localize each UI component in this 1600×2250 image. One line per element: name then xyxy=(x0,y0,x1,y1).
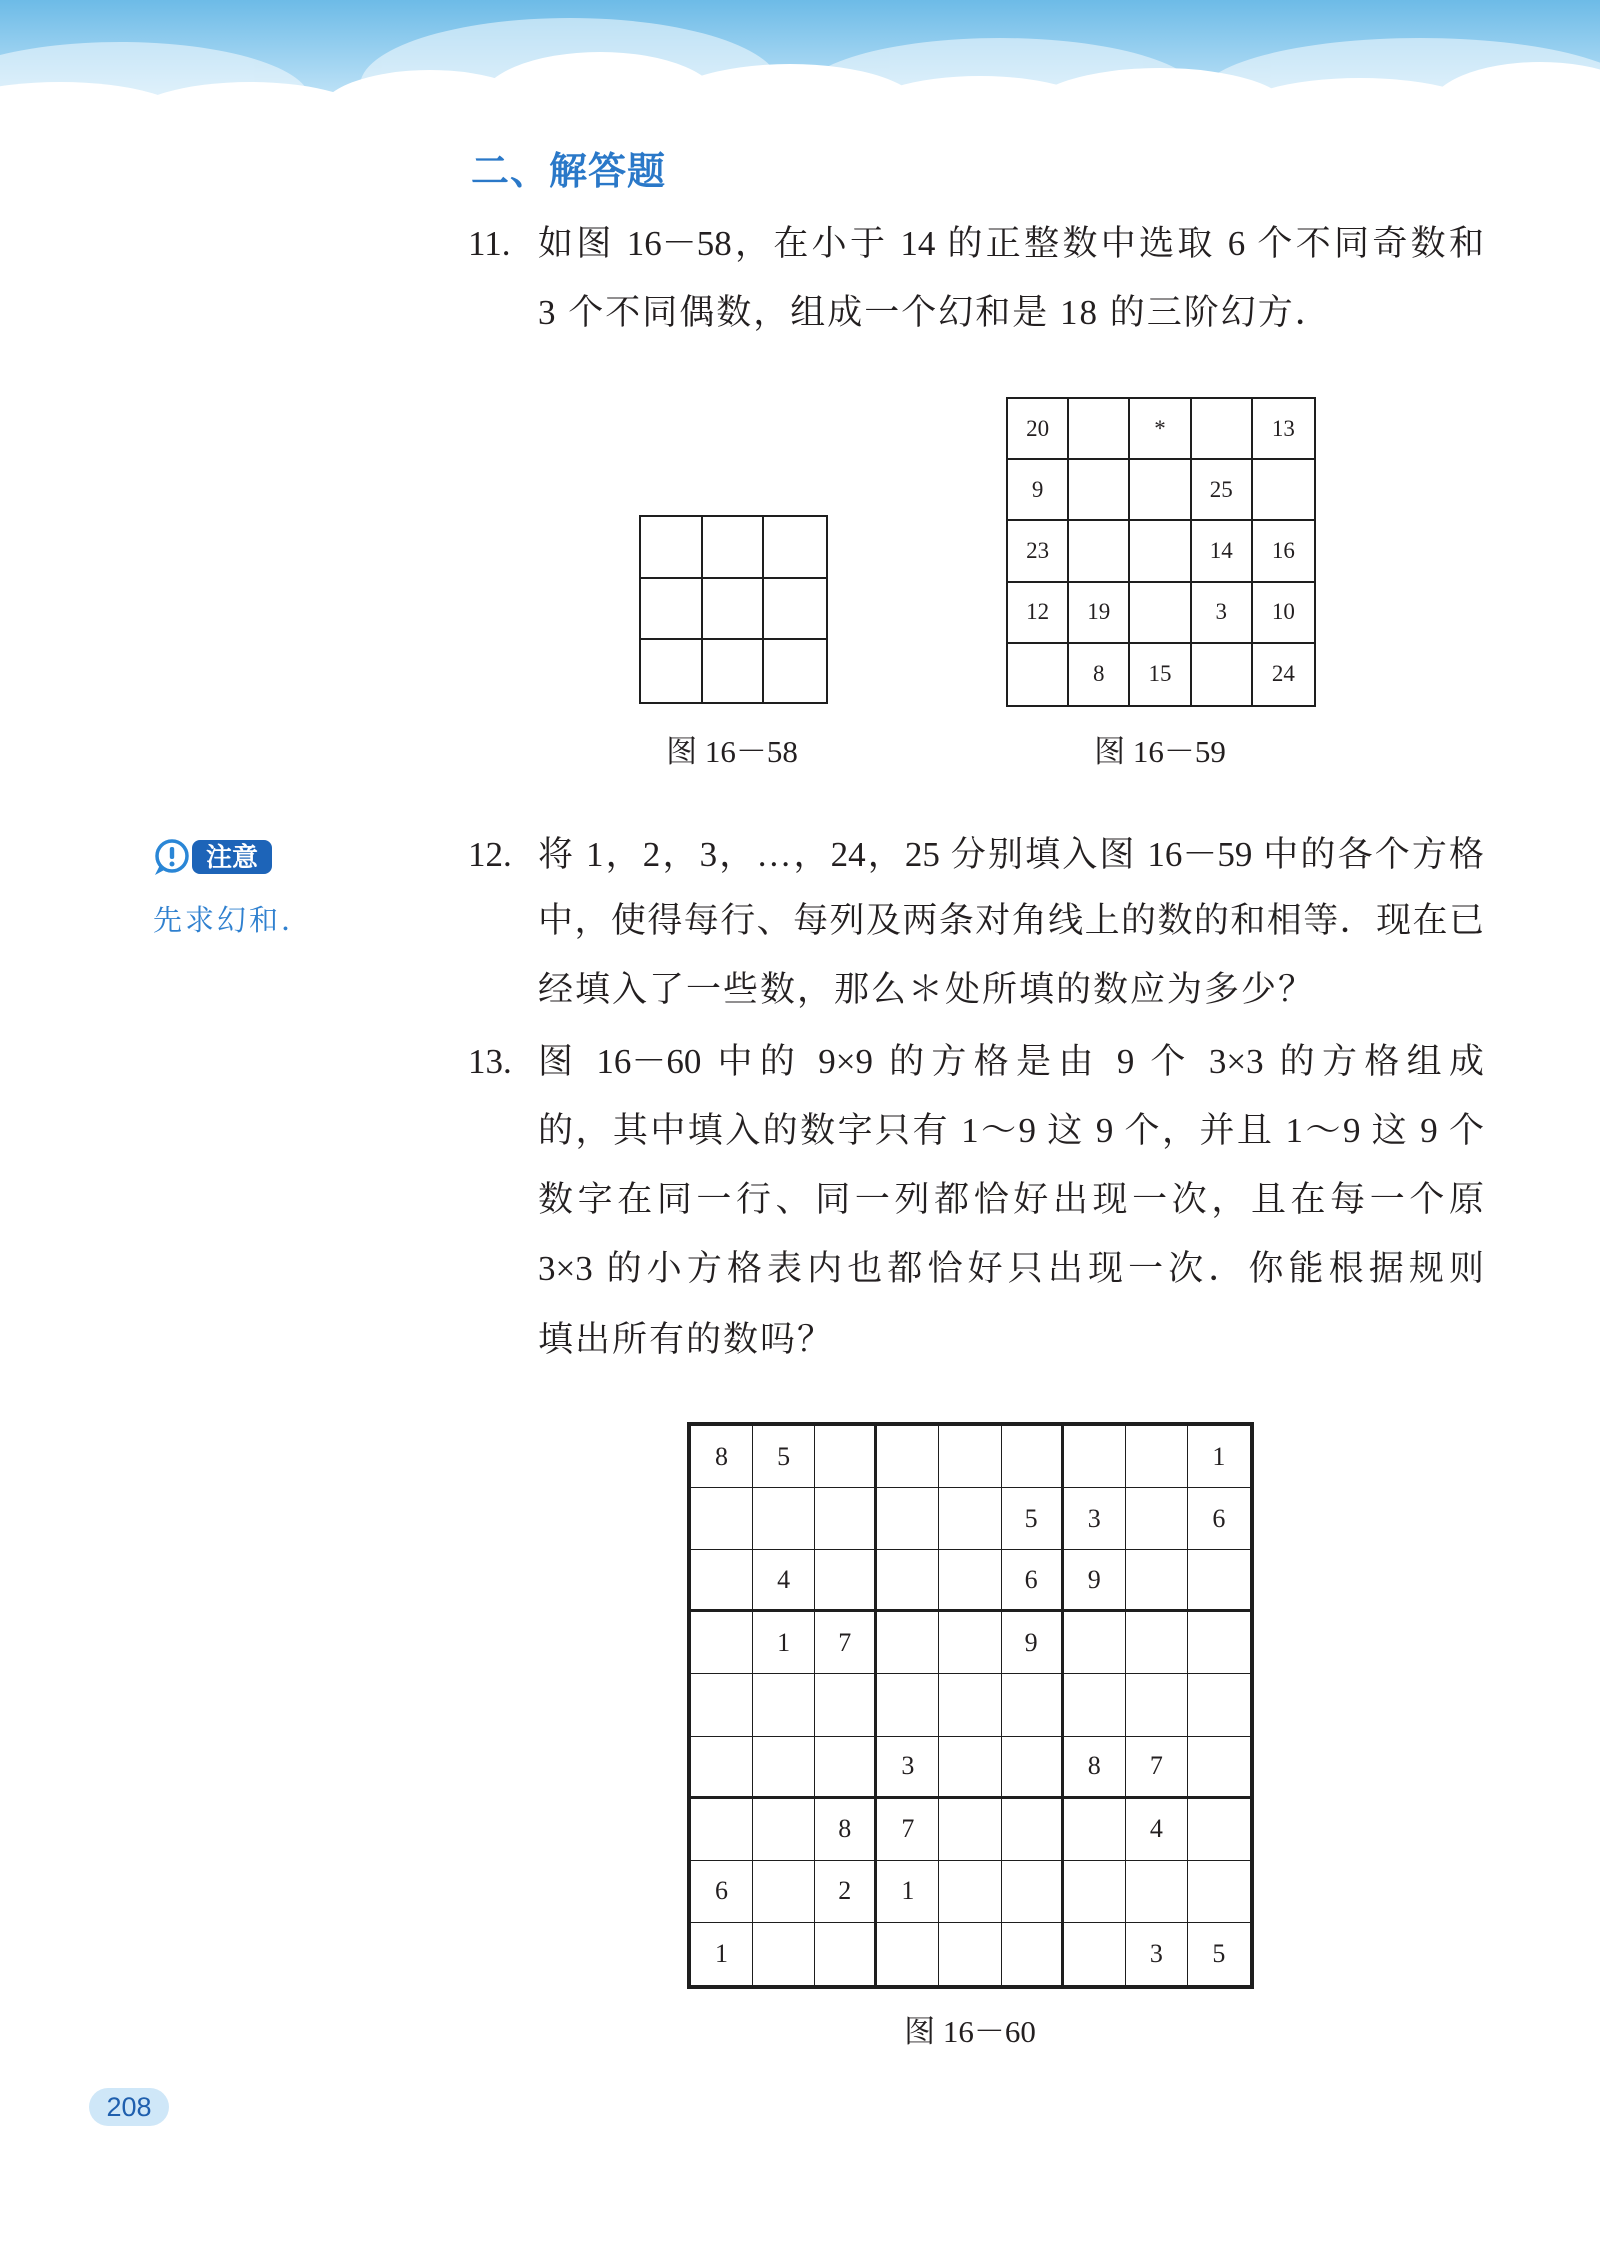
grid-cell-empty xyxy=(691,1674,753,1736)
figure-caption: 图 16－58 xyxy=(666,734,798,769)
grid-cell-empty xyxy=(1126,1426,1188,1488)
problem-12-line-3: 经填入了一些数，那么＊处所填的数应为多少？ xyxy=(538,970,1316,1009)
grid-cell-empty xyxy=(1253,460,1314,521)
grid-cell-empty xyxy=(703,579,765,641)
page-number: 208 xyxy=(89,2088,169,2126)
grid-cell-empty xyxy=(703,517,765,579)
grid-cell-empty xyxy=(1064,1923,1126,1985)
grid-cell-empty xyxy=(1188,1737,1250,1799)
grid-cell-empty xyxy=(691,1799,753,1861)
grid-cell-empty xyxy=(1126,1612,1188,1674)
grid-cell-empty xyxy=(1192,644,1253,705)
grid-cell-number: 8 xyxy=(1069,644,1130,705)
grid-cell-empty xyxy=(939,1426,1001,1488)
grid-cell-empty xyxy=(815,1426,877,1488)
grid-cell-number: 14 xyxy=(1192,521,1253,582)
grid-cell-empty xyxy=(764,579,826,641)
grid-cell-number: 1 xyxy=(753,1612,815,1674)
grid-cell-number: 16 xyxy=(1253,521,1314,582)
grid-cell-empty xyxy=(691,1737,753,1799)
grid-cell-empty xyxy=(1002,1426,1064,1488)
grid-cell-number: 12 xyxy=(1008,583,1069,644)
grid-cell-empty xyxy=(1069,399,1130,460)
grid-cell-empty xyxy=(703,640,765,702)
grid-cell-empty xyxy=(1192,399,1253,460)
grid-cell-number: 2 xyxy=(815,1861,877,1923)
grid-cell-number: 19 xyxy=(1069,583,1130,644)
note-badge xyxy=(151,837,272,877)
grid-cell-empty xyxy=(1188,1861,1250,1923)
grid-cell-empty xyxy=(815,1737,877,1799)
grid-cell-empty xyxy=(691,1550,753,1612)
grid-cell-empty xyxy=(877,1923,939,1985)
grid-cell-number: 10 xyxy=(1253,583,1314,644)
grid-cell-empty xyxy=(1130,521,1191,582)
grid-cell-number: 9 xyxy=(1002,1612,1064,1674)
grid-cell-number: 5 xyxy=(1212,1938,1226,1968)
grid-cell-empty xyxy=(691,1488,753,1550)
problem-13-line-2: 的，其中填入的数字只有 1～9 这 9 个，并且 1～9 这 9 个 xyxy=(538,1111,1484,1150)
note-badge-label: 注意 xyxy=(192,840,272,874)
grid-cell-empty xyxy=(1002,1737,1064,1799)
sky-cloud-banner xyxy=(0,0,1600,130)
grid-cell-number: 3 xyxy=(877,1737,939,1799)
grid-cell-empty xyxy=(1064,1674,1126,1736)
grid-cell-number: 13 xyxy=(1253,399,1314,460)
grid-cell-number: 1 xyxy=(691,1923,753,1985)
grid-cell-empty xyxy=(939,1799,1001,1861)
grid-cell-number: 8 xyxy=(1064,1737,1126,1799)
grid-cell-empty xyxy=(753,1737,815,1799)
grid-cell-empty xyxy=(1002,1923,1064,1985)
grid-cell-empty xyxy=(815,1923,877,1985)
grid-cell-empty xyxy=(1130,583,1191,644)
grid-cell-empty xyxy=(641,579,703,641)
figure-16-60-sudoku-grid xyxy=(687,1422,1254,1989)
section-heading: 二、解答题 xyxy=(471,151,667,193)
grid-cell-empty xyxy=(939,1674,1001,1736)
grid-cell-empty xyxy=(1188,1612,1250,1674)
grid-cell-empty xyxy=(1130,460,1191,521)
grid-cell-empty xyxy=(877,1612,939,1674)
grid-cell-empty xyxy=(877,1488,939,1550)
grid-cell-empty xyxy=(815,1488,877,1550)
grid-cell-number: * xyxy=(1130,399,1191,460)
problem-11-line-1: 如图 16－58，在小于 14 的正整数中选取 6 个不同奇数和 xyxy=(538,224,1484,263)
grid-cell-number: 8 xyxy=(691,1426,753,1488)
grid-cell-empty xyxy=(753,1488,815,1550)
grid-cell-number: 6 xyxy=(1002,1550,1064,1612)
grid-cell-empty xyxy=(1126,1861,1188,1923)
grid-cell-number: 3 xyxy=(1064,1488,1126,1550)
grid-cell-empty xyxy=(877,1426,939,1488)
problem-13-line-3: 数字在同一行、同一列都恰好出现一次，且在每一个原 xyxy=(538,1180,1484,1219)
problem-13-line-1: 图 16－60 中的 9×9 的方格是由 9 个 3×3 的方格组成 xyxy=(538,1042,1484,1081)
grid-cell-empty xyxy=(691,1612,753,1674)
grid-cell-empty xyxy=(1002,1861,1064,1923)
problem-number: 12. xyxy=(468,835,512,874)
grid-cell-number: 6 xyxy=(691,1861,753,1923)
problem-number: 11. xyxy=(468,224,511,263)
grid-cell-empty xyxy=(753,1674,815,1736)
grid-cell-empty xyxy=(764,517,826,579)
problem-12-line-2: 中，使得每行、每列及两条对角线上的数的和相等．现在已 xyxy=(538,901,1484,940)
grid-cell-empty xyxy=(939,1488,1001,1550)
grid-cell-empty xyxy=(815,1674,877,1736)
grid-cell-number: 6 xyxy=(1188,1488,1250,1550)
grid-cell-number: 4 xyxy=(1126,1799,1188,1861)
grid-cell-number: 25 xyxy=(1192,460,1253,521)
grid-cell-empty xyxy=(939,1737,1001,1799)
grid-cell-empty xyxy=(1126,1674,1188,1736)
grid-cell-number: 3 xyxy=(1192,583,1253,644)
grid-cell-number: 1 xyxy=(1188,1426,1250,1488)
grid-cell-number: 5 xyxy=(1002,1488,1064,1550)
grid-cell-empty xyxy=(939,1923,1001,1985)
grid-cell-empty xyxy=(939,1550,1001,1612)
grid-cell-number: 5 xyxy=(753,1426,815,1488)
grid-cell-number: 24 xyxy=(1271,661,1295,687)
grid-cell-empty xyxy=(1002,1674,1064,1736)
grid-cell-number: 1 xyxy=(877,1861,939,1923)
grid-cell-number: 20 xyxy=(1008,399,1069,460)
grid-cell-number: 15 xyxy=(1130,644,1191,705)
grid-cell-empty xyxy=(1064,1612,1126,1674)
grid-cell-number: 7 xyxy=(1126,1737,1188,1799)
problem-12-line-1: 将 1，2，3，…，24，25 分别填入图 16－59 中的各个方格 xyxy=(538,835,1484,874)
grid-cell-empty xyxy=(1188,1550,1250,1612)
grid-cell-empty xyxy=(753,1923,815,1985)
grid-cell-number: 4 xyxy=(753,1550,815,1612)
grid-cell-empty xyxy=(939,1861,1001,1923)
grid-cell-empty xyxy=(1126,1550,1188,1612)
grid-cell-empty xyxy=(1002,1799,1064,1861)
grid-cell-number: 7 xyxy=(815,1612,877,1674)
grid-cell-empty xyxy=(1008,644,1069,705)
grid-cell-empty xyxy=(877,1674,939,1736)
grid-cell-empty xyxy=(1064,1799,1126,1861)
grid-cell-number: 23 xyxy=(1008,521,1069,582)
figure-caption: 图 16－59 xyxy=(1094,734,1226,769)
grid-cell-empty xyxy=(764,640,826,702)
grid-cell-empty xyxy=(1126,1488,1188,1550)
grid-cell-empty xyxy=(815,1550,877,1612)
grid-cell-number: 3 xyxy=(1126,1923,1188,1985)
grid-cell-empty xyxy=(753,1861,815,1923)
grid-cell-empty xyxy=(641,517,703,579)
figure-caption: 图 16－60 xyxy=(904,2014,1036,2049)
grid-cell-number: 9 xyxy=(1008,460,1069,521)
exclamation-speech-bubble-icon xyxy=(151,837,191,877)
problem-number: 13. xyxy=(468,1042,512,1081)
figure-16-58-grid xyxy=(639,515,828,704)
side-note-text: 先求幻和． xyxy=(153,905,314,937)
grid-cell-empty xyxy=(1064,1426,1126,1488)
problem-13-line-5: 填出所有的数吗？ xyxy=(538,1320,835,1359)
grid-cell-empty xyxy=(1064,1861,1126,1923)
grid-cell-number: 7 xyxy=(877,1799,939,1861)
grid-cell-empty xyxy=(1188,1799,1250,1861)
grid-cell-number: 9 xyxy=(1064,1550,1126,1612)
grid-cell-number: 8 xyxy=(815,1799,877,1861)
grid-cell-empty xyxy=(1069,460,1130,521)
grid-cell-empty xyxy=(1188,1674,1250,1736)
grid-cell-empty xyxy=(753,1799,815,1861)
figure-16-59-grid xyxy=(1006,397,1316,707)
problem-13-line-4: 3×3 的小方格表内也都恰好只出现一次．你能根据规则 xyxy=(538,1249,1484,1288)
grid-cell-empty xyxy=(939,1612,1001,1674)
problem-11-line-2: 3 个不同偶数，组成一个幻和是 18 的三阶幻方． xyxy=(538,293,1332,332)
grid-cell-empty xyxy=(641,640,703,702)
grid-cell-empty xyxy=(1069,521,1130,582)
grid-cell-empty xyxy=(877,1550,939,1612)
